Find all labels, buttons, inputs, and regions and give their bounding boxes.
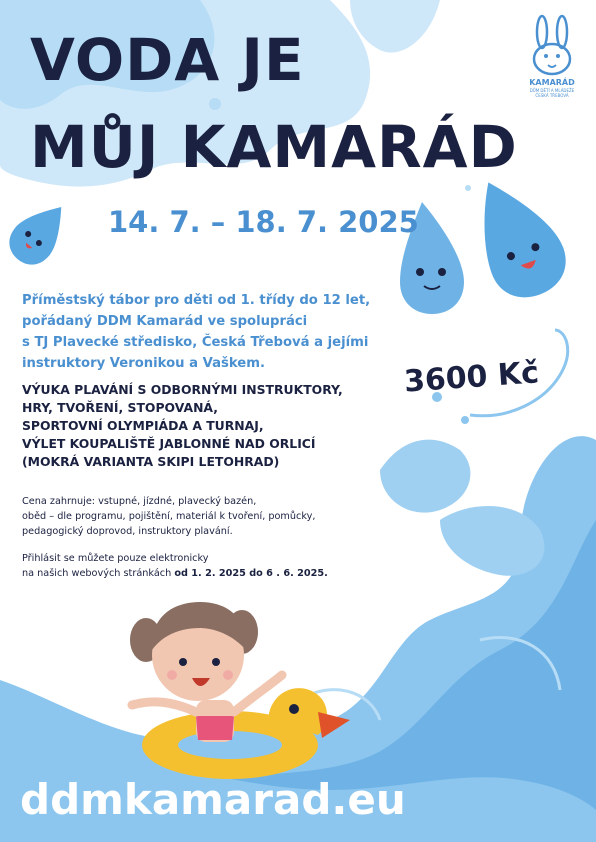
- intro-paragraph: [22, 290, 392, 374]
- signup-line: Přihlásit se můžete pouze elektronicky: [22, 553, 209, 564]
- price-includes: [22, 494, 315, 539]
- droplet-left: [1, 193, 78, 273]
- droplet-right: [462, 166, 575, 308]
- intro-line: s TJ Plavecké středisko, Česká Třebová a jejími: [22, 335, 369, 350]
- bubble: [465, 185, 471, 191]
- signup-info: [22, 551, 328, 581]
- activity-line: (MOKRÁ VARIANTA SKIPI LETOHRAD): [22, 454, 280, 469]
- signup-text: na našich webových stránkách: [22, 568, 175, 579]
- signup-line: [22, 566, 328, 581]
- event-dates: 14. 7. – 18. 7. 2025: [108, 205, 419, 239]
- activity-line: VÝUKA PLAVÁNÍ S ODBORNÝMI INSTRUKTORY,: [22, 382, 343, 397]
- activity-line: VÝLET KOUPALIŠTĚ JABLONNÉ NAD ORLICÍ: [22, 436, 316, 451]
- logo-subtitle-line: DŮM DĚTÍ A MLÁDEŽE: [529, 88, 575, 93]
- signup-dates: od 1. 2. 2025 do 6 . 6. 2025.: [174, 568, 328, 579]
- includes-line: Cena zahrnuje: vstupné, jízdné, plavecký bazén,: [22, 496, 257, 507]
- logo-subtitle: [518, 88, 586, 98]
- intro-line: pořádaný DDM Kamarád ve spolupráci: [22, 314, 308, 329]
- includes-line: pedagogický doprovod, instruktory plavání.: [22, 526, 233, 537]
- title-line-2: MŮJ KAMARÁD: [30, 113, 518, 181]
- splash-crest: [380, 440, 470, 513]
- intro-line: instruktory Veronikou a Vaškem.: [22, 356, 265, 371]
- logo-subtitle-line: ČESKÁ TŘEBOVÁ: [535, 93, 569, 98]
- website-link[interactable]: ddmkamarad.eu: [20, 775, 406, 824]
- activity-line: SPORTOVNÍ OLYMPIÁDA A TURNAJ,: [22, 418, 264, 433]
- title-line-1: VODA JE: [30, 26, 305, 94]
- price-tag: 3600 Kč: [402, 355, 541, 400]
- activities-list: [22, 381, 343, 471]
- activity-line: HRY, TVOŘENÍ, STOPOVANÁ,: [22, 400, 218, 415]
- includes-line: oběd – dle programu, pojištění, materiál k tvoření, pomůcky,: [22, 511, 316, 522]
- logo-name: KAMARÁD: [529, 78, 575, 87]
- intro-line: Příměstský tábor pro děti od 1. třídy do 12 let,: [22, 293, 371, 308]
- bubble: [461, 416, 469, 424]
- bubble: [209, 98, 221, 110]
